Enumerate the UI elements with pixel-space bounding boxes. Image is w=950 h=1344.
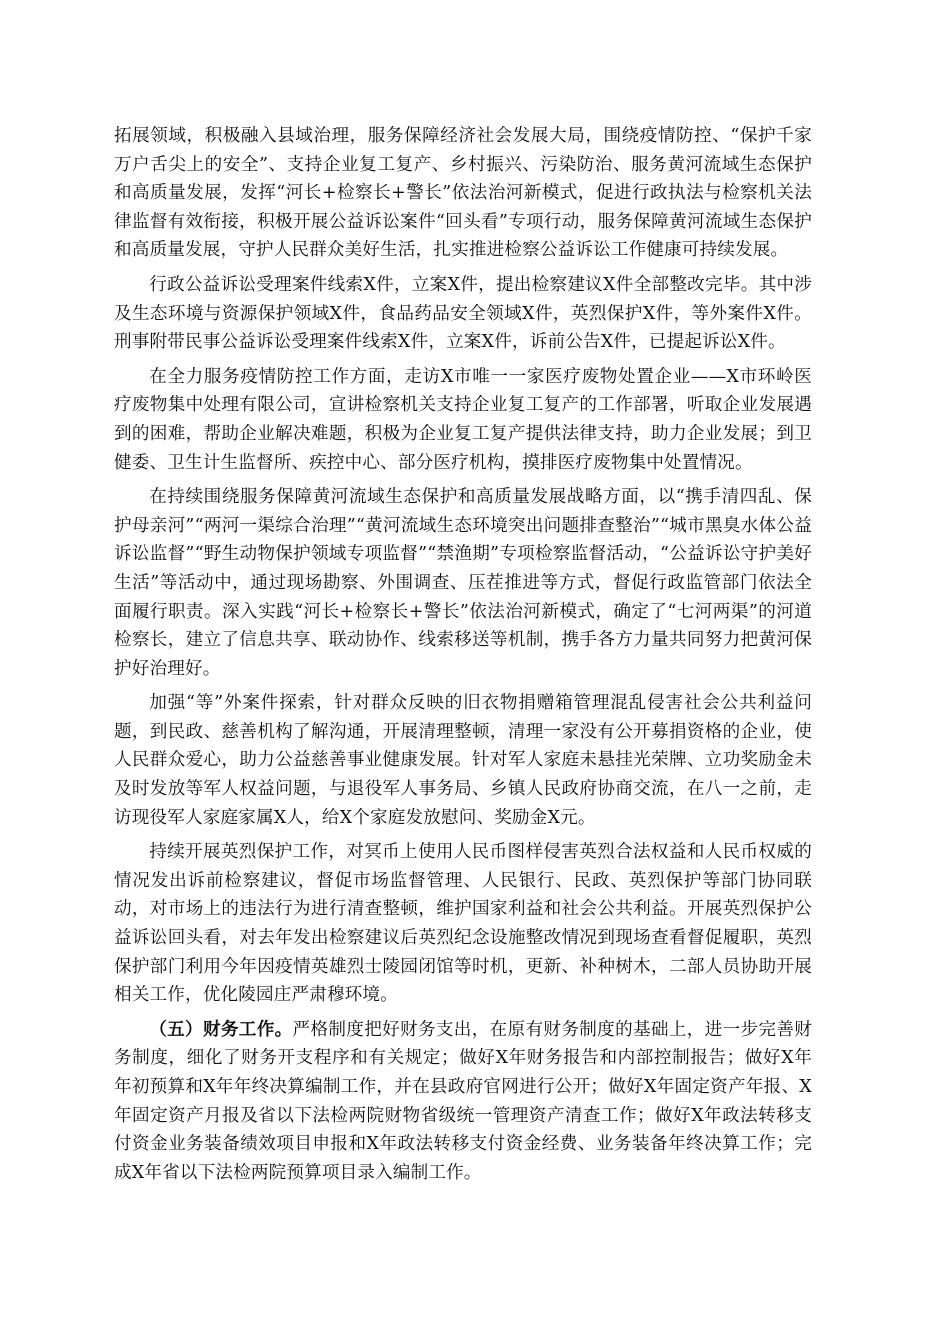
paragraph-text: 在持续围绕服务保障黄河流域生态保护和高质量发展战略方面，以“携手清四乱、保护母亲河”“两河一渠综合治理”“黄河流域生态环境突出问题排查整治”“城市黑臭水体公益诉讼监督”“野生动物保护领域专项监督”“禁渔期”专项检察监督活动，“公益诉讼守护美好生活”等活动中，通过现场勘察、外围调查、压茬推进等方式，督促行政监管部门依法全面履行职责。深入实践“河长+检察长+警长”依法治河新模式，确定了“七河两渠”的河道检察长，建立了信息共享、联动协作、线索移送等机制，携手各方力量共同努力把黄河保护好治理好。 [114, 487, 812, 679]
paragraph-text: 严格制度把好财务支出，在原有财务制度的基础上，进一步完善财务制度，细化了财务开支程序和有关规定；做好X年财务报告和内部控制报告；做好X年年初预算和X年年终决算编制工作，并在县政府官网进行公开；做好X年固定资产年报、X年固定资产月报及省以下法检两院财物省级统一管理资产清查工作；做好X年政法转移支付资金业务装备绩效项目申报和X年政法转移支付资金经费、业务装备年终决算工作；完成X年省以下法检两院预算项目录入编制工作。 [114, 1019, 813, 1183]
paragraph-martyr-protection [114, 838, 812, 1010]
paragraph-case-statistics [114, 271, 812, 357]
paragraph-yellow-river-protection [114, 483, 812, 683]
paragraph-epidemic-prevention [114, 363, 812, 477]
paragraph-other-cases [114, 689, 812, 832]
paragraph-text: 持续开展英烈保护工作，对冥币上使用人民币图样侵害英烈合法权益和人民币权威的情况发出诉前检察建议，督促市场监督管理、人民银行、民政、英烈保护等部门协同联动，对市场上的违法行为进行清查整顿，维护国家利益和社会公共利益。开展英烈保护公益诉讼回头看，对去年发出检察建议后英烈纪念设施整改情况到现场查看督促履职，英烈保护部门利用今年因疫情英雄烈士陵园闭馆等时机，更新、补种树木，二部人员协助开展相关工作，优化陵园庄严肃穆环境。 [114, 842, 812, 1006]
paragraph-text: 在全力服务疫情防控工作方面，走访X市唯一一家医疗废物处置企业——X市环岭医疗废物集中处理有限公司，宣讲检察机关支持企业复工复产的工作部署，听取企业发展遇到的困难，帮助企业解决难题，积极为企业复工复产提供法律支持，助力企业发展；到卫健委、卫生计生监督所、疾控中心、部分医疗机构，摸排医疗废物集中处置情况。 [114, 366, 812, 473]
paragraph-text: 行政公益诉讼受理案件线索X件，立案X件，提出检察建议X件全部整改完毕。其中涉及生态环境与资源保护领域X件，食品药品安全领域X件，英烈保护X件，等外案件X件。刑事附带民事公益诉讼受理案件线索X件，立案X件，诉前公告X件，已提起诉讼X件。 [114, 274, 812, 353]
paragraph-text: 拓展领域，积极融入县域治理，服务保障经济社会发展大局，围绕疫情防控、“保护千家万户舌尖上的安全”、支持企业复工复产、乡村振兴、污染防治、服务黄河流域生态保护和高质量发展，发挥“河长+检察长+警长”依法治河新模式，促进行政执法与检察机关法律监督有效衔接，积极开展公益诉讼案件“回头看”专项行动，服务保障黄河流域生态保护和高质量发展，守护人民群众美好生活，扎实推进检察公益诉讼工作健康可持续发展。 [114, 126, 812, 261]
document-page [114, 122, 812, 1193]
paragraph-public-interest-overview [114, 122, 812, 265]
paragraph-finance-work [114, 1016, 812, 1188]
section-heading: （五）财务工作。 [149, 1018, 293, 1040]
paragraph-text: 加强“等”外案件探索，针对群众反映的旧衣物捐赠箱管理混乱侵害社会公共利益问题，到民政、慈善机构了解沟通，开展清理整顿，清理一家没有公开募捐资格的企业，使人民群众爱心，助力公益慈善事业健康发展。针对军人家庭未悬挂光荣牌、立功奖励金未及时发放等军人权益问题，与退役军人事务局、乡镇人民政府协商交流，在八一之前，走访现役军人家庭家属X人，给X个家庭发放慰问、奖励金X元。 [114, 693, 812, 828]
